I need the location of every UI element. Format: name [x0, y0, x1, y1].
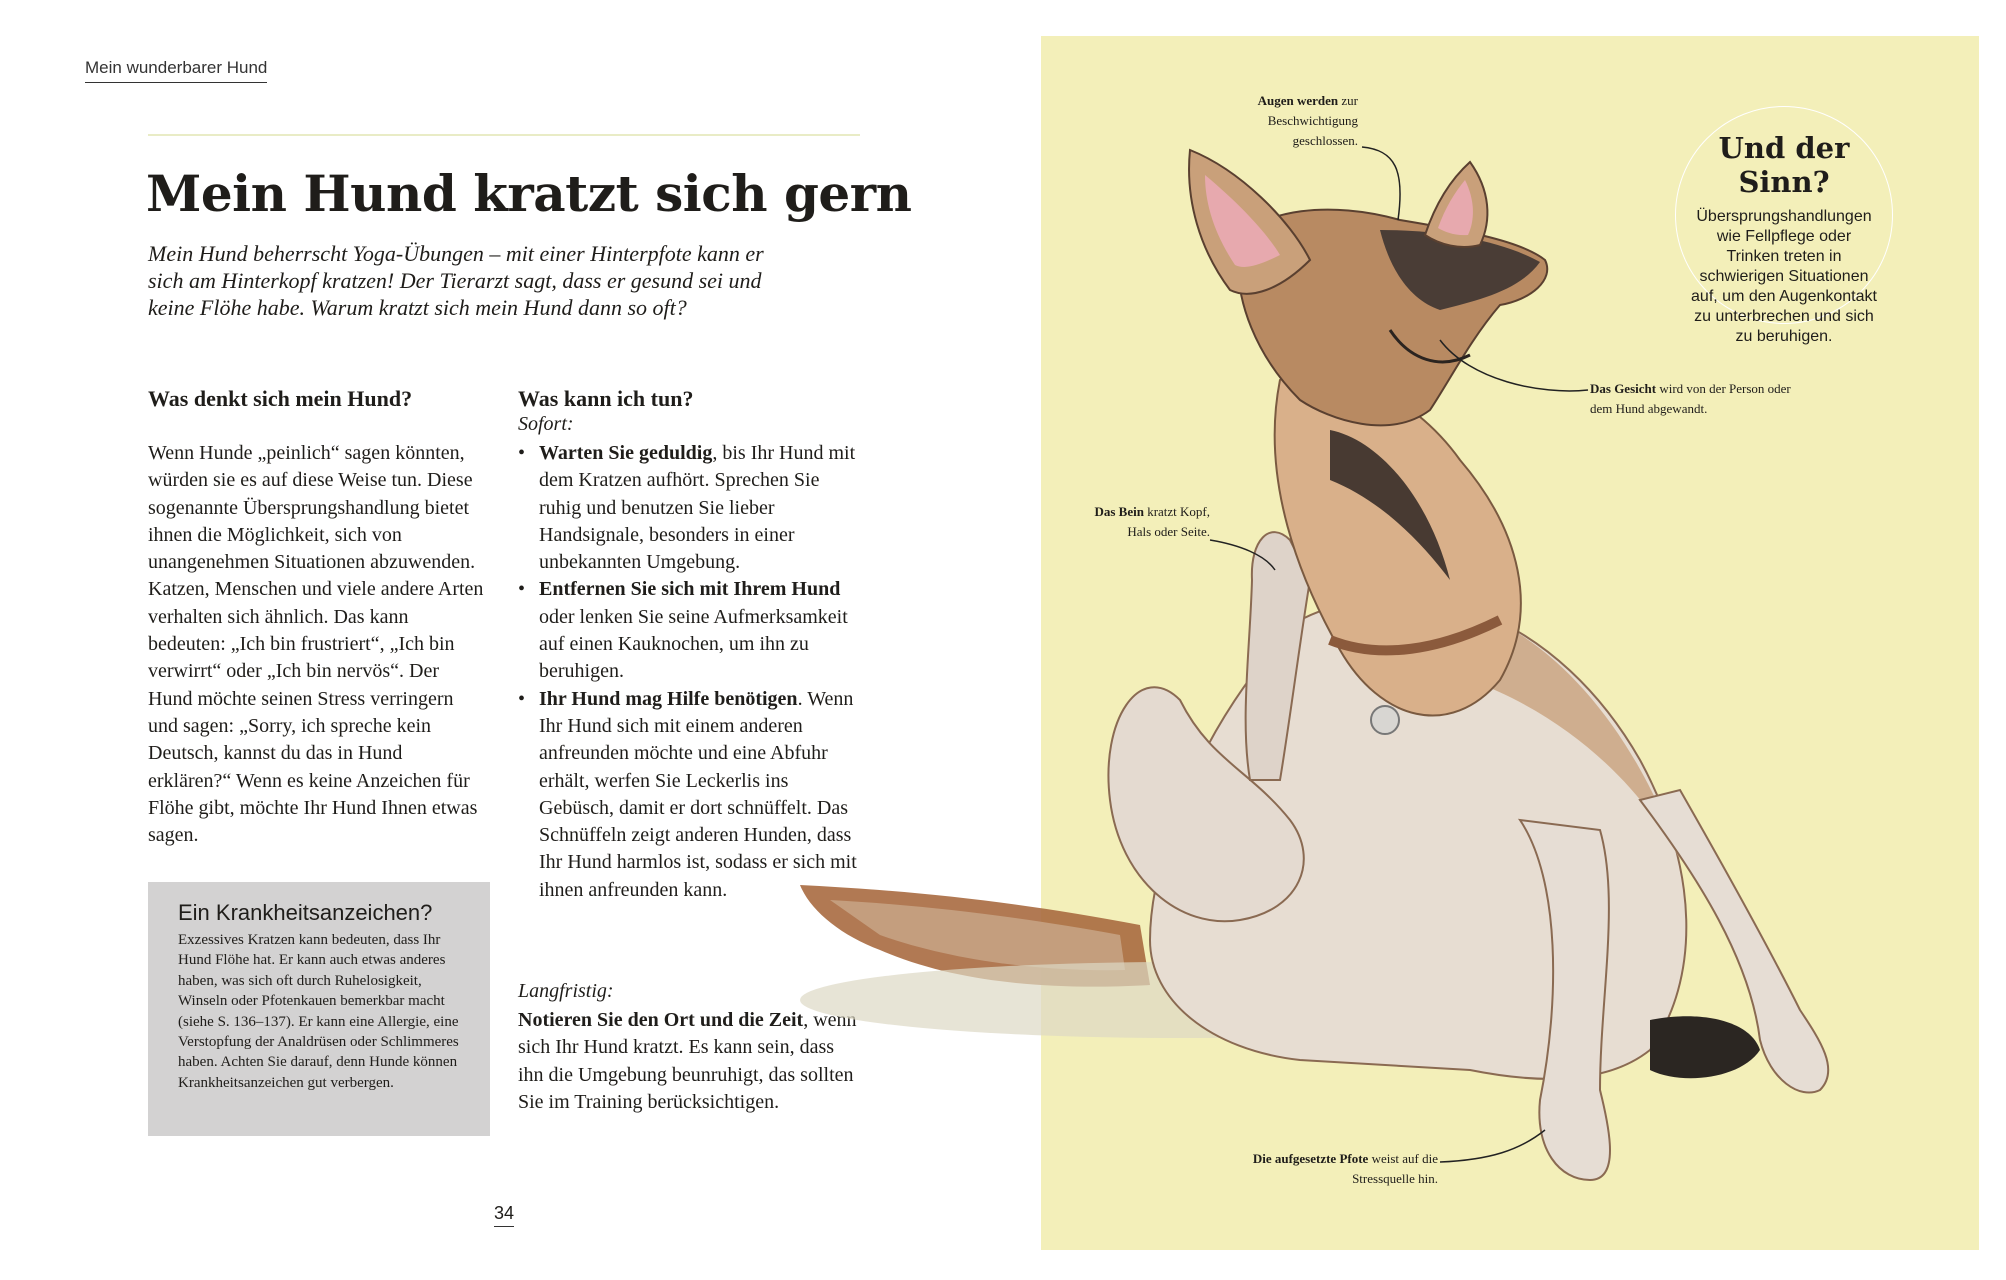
- annotation-line-paw: [1440, 1130, 1545, 1162]
- list-item-bold: Ihr Hund mag Hilfe benötigen: [539, 687, 798, 710]
- left-column-heading: Was denkt sich mein Hund?: [148, 386, 413, 411]
- left-column-body: Wenn Hunde „peinlich“ sagen könnten, würden sie es auf diese Weise tun. Diese sogenannte Übersprungshandlung bietet ihnen die Möglichkeit, sich von unangenehmen Situationen abzuwenden. Katzen, Menschen und viele andere Arten verhalten sich ähnlich. Das kann bedeuten: „Ich bin frustriert“, „Ich bin verwirrt“ oder „Ich bin nervös“. Der Hund möchte seinen Stress verringern und sagen: „Sorry, ich spreche kein Deutsch, kannst du das in Hund erklären?“ Wenn es keine Anzeichen für Flöhe gibt, möchte Ihr Hund Ihnen etwas sagen.: [148, 442, 484, 847]
- annotation-eyes: [1200, 91, 1358, 151]
- list-item-bold: Entfernen Sie sich mit Ihrem Hund: [539, 578, 841, 601]
- page-number: 34: [494, 1203, 514, 1227]
- info-circle-title-line2: Sinn?: [1738, 165, 1830, 199]
- immediately-label: Sofort:: [518, 413, 574, 435]
- intro-text: Mein Hund beherrscht Yoga-Übungen – mit einer Hinterpfote kann er sich am Hinterkopf kratzen! Der Tierarzt sagt, dass er gesund sei und keine Flöhe habe. Warum kratzt sich mein Hund dann so oft?: [148, 241, 764, 320]
- annotation-leg-text: kratzt Kopf, Hals oder Seite.: [1127, 504, 1210, 539]
- annotation-paw-text: weist auf die Stressquelle hin.: [1352, 1151, 1438, 1186]
- annotation-leg: [1070, 502, 1210, 542]
- sidebar-box-title: Ein Krankheitsanzeichen?: [178, 900, 433, 925]
- annotation-line-eyes: [1362, 147, 1400, 220]
- annotation-eyes-text: zur Beschwichtigung geschlossen.: [1267, 93, 1358, 148]
- list-item-text: . Wenn Ihr Hund sich mit einem anderen anfreunden möchte und eine Abfuhr erhält, werfen Sie Leckerlis ins Gebüsch, damit er dort schnüffelt. Das Schnüffeln zeigt anderen Hunden, dass Ihr Hund harmlos ist, sodass er sich mit ihnen anfreunden kann.: [539, 687, 857, 901]
- right-column-heading: Was kann ich tun?: [518, 386, 694, 411]
- annotation-paw: [1220, 1149, 1438, 1189]
- annotation-face-bold: Das Gesicht: [1590, 381, 1657, 396]
- title-rule: [148, 134, 860, 136]
- list-item-text: , bis Ihr Hund mit dem Kratzen aufhört. Sprechen Sie ruhig und benutzen Sie lieber Handsignale, besonders in einer unbekannten Umgebung.: [539, 442, 856, 574]
- annotation-eyes-bold: Augen werden: [1257, 93, 1339, 108]
- bullet-icon: •: [518, 578, 526, 601]
- bullet-icon: •: [518, 687, 526, 710]
- sidebar-box-text: Exzessives Kratzen kann bedeuten, dass Ihr Hund Flöhe hat. Er kann auch etwas anderes haben, was sich oft durch Ruhelosigkeit, Winseln oder Pfotenkauen bemerkbar macht (siehe S. 136–137). Er kann eine Allergie, eine Verstopfung der Analdrüsen oder Schlimmeres haben. Achten Sie darauf, denn Hunde können Krankheitsanzeichen gut verbergen.: [178, 932, 459, 1091]
- page-title: Mein Hund kratzt sich gern: [146, 164, 912, 223]
- longterm-bold: Notieren Sie den Ort und die Zeit: [518, 1009, 804, 1031]
- sidebar-box: [148, 882, 490, 1136]
- longterm-text: , wenn sich Ihr Hund kratzt. Es kann sein, dass ihn die Umgebung beunruhigt, das sollten Sie im Training berücksichtigen.: [518, 1009, 857, 1113]
- annotation-face: [1590, 379, 1800, 419]
- info-circle-title-line1: Und der: [1718, 131, 1850, 165]
- longterm-label: Langfristig:: [518, 980, 614, 1002]
- info-circle-title: [1676, 131, 1892, 199]
- annotation-face-text: wird von der Person oder dem Hund abgewandt.: [1590, 381, 1791, 416]
- info-circle: [1675, 106, 1893, 345]
- annotation-leg-bold: Das Bein: [1094, 504, 1144, 519]
- running-head: Mein wunderbarer Hund: [85, 58, 267, 83]
- annotation-paw-bold: Die aufgesetzte Pfote: [1252, 1151, 1369, 1166]
- info-circle-text: Übersprungshandlungen wie Fellpflege oder Trinken treten in schwierigen Situationen auf, um den Augenkontakt zu unterbrechen und sich zu beruhigen.: [1691, 208, 1877, 345]
- list-item-text: oder lenken Sie seine Aufmerksamkeit auf einen Kauknochen, um ihn zu beruhigen.: [539, 605, 848, 683]
- bullet-icon: •: [518, 442, 526, 464]
- list-item-bold: Warten Sie geduldig: [539, 442, 713, 464]
